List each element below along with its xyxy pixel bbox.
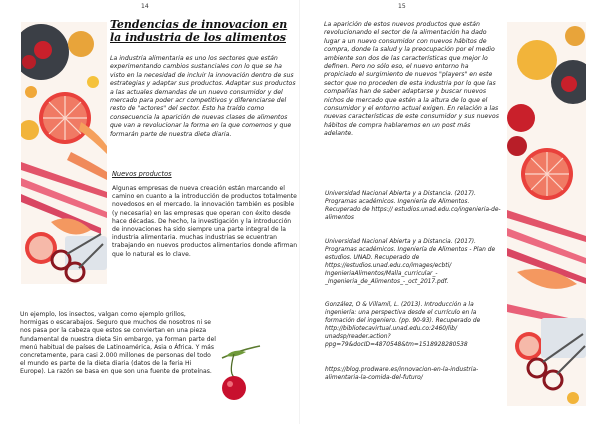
intro-paragraph: La industria alimentaria es uno los sectores que están experimentando cambios sustanciales con lo que se ha visto en la necesidad de incluir la innovación dentro de sus estrategias y adaptar sus productos. Adaptar sus productos a las actuales demandas de un nuevo consumidor y del mercado para poder acr competitivos y diferenciarse del resto de "actores" del sector. Esto ha traído como consecuencia la aparición de nuevas clases de alimentos que van a revolucionar la forma en la que comemos y que formarán parte de nuestra dieta diaria. — [110, 55, 296, 138]
page-number-left: 14 — [141, 3, 149, 10]
bibliography-link[interactable]: https://blog.prodware.es/innovacion-en-la-industria-alimentaria-la-comida-del-futuro/ — [325, 367, 479, 381]
new-products-paragraph: Algunas empresas de nueva creación están marcando el camino en cuanto a la introducción de productos totalmente novedosos en el mercado. la innovación también es posible (y necesaria) en las empresas que operan con éxito desde hace décadas. De hecho, la investigación y la introducción de innovaciones ha sido siempre una parte integral de la industria alimentaria. muchas industrias se ecuentran trabajando en nuevos productos alimentarios donde afirman que lo natural es lo clave. — [112, 185, 298, 258]
page-number-right: 15 — [398, 3, 406, 10]
food-image-right — [507, 22, 586, 406]
insects-paragraph: Un ejemplo, los insectos, valgan como ejemplo grillos, hormigas o escarabajos. Seguro que muchos de nosotros ni se nos pasa por la cabeza que estos se conviertan en una pieza fundamental de nuestra dieta Sin embargo, ya forman parte del menú habitual de países de Latinoamérica, Asia o África. Y más concretamente, para casi 2.000 millones de personas del todo el mundo es parte de la dieta diaria (datos de la feria Hi Europe). La razón se basa en que son una fuente de proteínas. — [20, 311, 216, 376]
food-collage-right-icon — [507, 22, 586, 406]
bibliography-entry: González, O & Villamil, L. (2013). Introducción a la ingeniería: una perspectiva desde el currículo en la formación del ingeniero. (pp. 90-93). Recuperado de http://bibliotecavirtual.unad.edu.co:2460/lib/ unadsp/reader.action? ppg=79&docID=4870548&tm=1518928280538 — [325, 302, 481, 348]
food-image-left — [21, 22, 107, 284]
article-title: Tendencias de innovacion en la industria de los alimentos — [110, 18, 288, 44]
bibliography-entry: Universidad Nacional Abierta y a Distancia. (2017). Programas académicos. Ingeniería de Alimentos - Plan de estudios. UNAD. Recuperado de https://estudios.unad.edu.co/images/ecbti/ IngenieriaAlimentos/Malla_curricular_-_Ingenieria_de_Alimentos_-_oct_2017.pdf. — [325, 239, 496, 285]
food-collage-left-icon — [21, 22, 107, 284]
consumer-paragraph: La aparición de estos nuevos productos que están revolucionando el sector de la alimentación ha dado lugar a un nuevo consumidor con nuevos hábitos de compra, donde la salud y la preocupación por el medio ambiente son dos de las características que mejor lo definen. Pero no sólo eso, el nuevo entorno ha propiciado el surgimiento de nuevos "players" en este sector que no proceden de esta industria por lo que las compañías han de saber adaptarse y buscar nuevos nichos de mercado que estén a la altura de lo que el consumidor y el entorno actual exigen. En relación a las nuevas características de este consumidor y sus nuevos hábitos de compra hablaremos en un post más adelante. — [324, 21, 499, 138]
cherry-image — [216, 344, 276, 409]
bibliography-entry: Universidad Nacional Abierta y a Distancia. (2017). Programas académicos. Ingeniería de Alimentos. Recuperado de https:// estudios.unad.edu.co/ingenieria-de-alimentos — [325, 191, 501, 221]
new-products-subtitle: Nuevos productos — [112, 170, 172, 178]
cherry-icon — [216, 344, 276, 409]
